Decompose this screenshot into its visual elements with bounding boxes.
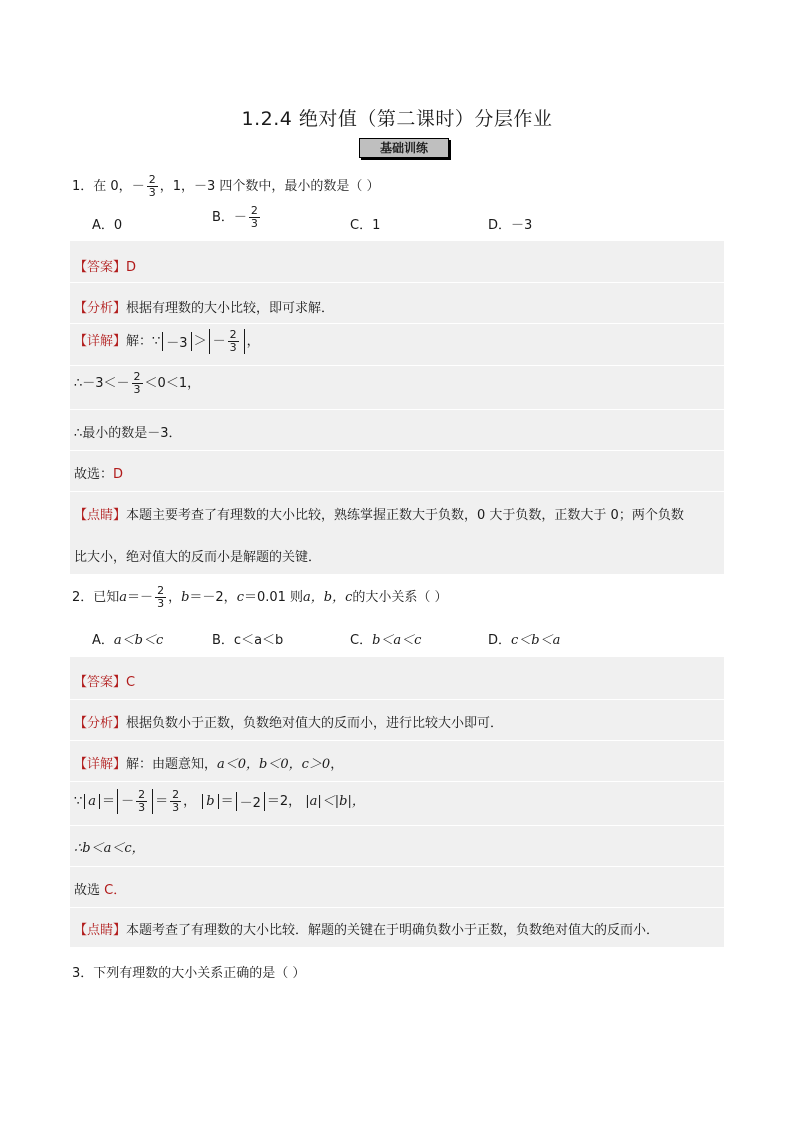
q2-step3-text: ∴b＜a＜c， <box>74 841 145 856</box>
q1-solution-panel <box>70 241 724 574</box>
q2-option-a <box>92 629 163 648</box>
divider <box>70 781 724 782</box>
q2-stem-start: 2．已知 <box>72 590 120 605</box>
q2-result-fraction <box>170 789 181 814</box>
q2-analysis-tag: 【分析】 <box>74 716 127 731</box>
q2-comment: 本题考查了有理数的大小比较．解题的关键在于明确负数小于正数，负数绝对值大的反而小． <box>126 923 660 938</box>
q2-detail-tag: 【详解】 <box>74 757 127 772</box>
q2-analysis-row <box>74 712 503 731</box>
divider <box>70 825 724 826</box>
divider <box>70 450 724 451</box>
q2-solution-panel <box>70 657 724 947</box>
q1-frac-num: 2 <box>148 173 156 186</box>
q1-option-d: D．－3 <box>488 218 533 233</box>
divider <box>70 866 724 867</box>
section-badge: 基础训练 <box>359 138 449 158</box>
q2-detail-tail: ， <box>330 757 344 772</box>
q1-step2-num: 2 <box>133 370 141 383</box>
q2-c-value: ＝0.01 则 <box>243 590 304 605</box>
question-2-stem <box>72 585 448 610</box>
q1-option-b <box>212 205 262 230</box>
q2-step3 <box>74 837 145 856</box>
divider <box>70 323 724 324</box>
q1-option-b-fraction <box>249 205 260 230</box>
q2-result-den: 3 <box>172 801 180 814</box>
divider <box>70 491 724 492</box>
q2-abs-frac-den: 3 <box>138 801 146 814</box>
q2-answer: C <box>126 675 136 690</box>
q2-option-a-math: a＜b＜c <box>113 633 164 648</box>
q2-abs-frac-num: 2 <box>138 788 146 801</box>
q1-stem-start: 1．在 0， <box>72 179 132 194</box>
q2-step2-eq2: ＝ <box>155 794 169 809</box>
q1-detail-gt: ＞ <box>193 334 207 349</box>
q2-detail-row <box>74 753 343 772</box>
q1-neg: － <box>131 179 145 194</box>
q2-comment-tag: 【点睛】 <box>74 923 127 938</box>
q1-option-c: C．1 <box>350 218 381 233</box>
q2-step2-cmp: |a|＜|b|， <box>305 794 365 809</box>
q1-abs-neg3: －3 <box>162 332 191 351</box>
q2-abs-fraction <box>136 789 147 814</box>
divider <box>70 409 724 410</box>
q1-detail-tail: ， <box>246 334 260 349</box>
q1-step2-den: 3 <box>133 383 141 396</box>
divider <box>70 282 724 283</box>
q1-frac-den: 3 <box>148 186 156 199</box>
q1-choose: D <box>113 467 124 482</box>
q1-detail-prefix: 解：∵ <box>126 334 161 349</box>
q2-step2-bres: ＝2， <box>266 794 302 809</box>
q2-abs-frac <box>117 789 153 814</box>
q2-step2-sep: ， <box>183 794 197 809</box>
q1-abs-frac-den: 3 <box>229 341 237 354</box>
q2-option-d-label: D． <box>488 633 512 648</box>
q1-option-a: A．0 <box>92 218 123 233</box>
q1-comment-row <box>74 504 684 523</box>
q1-analysis: 根据有理数的大小比较，即可求解． <box>126 301 335 316</box>
q2-answer-tag: 【答案】 <box>74 675 127 690</box>
q2-choose-prefix: 故选 <box>74 883 105 898</box>
q1-step2-row <box>74 371 200 396</box>
q2-choose: C． <box>104 883 127 898</box>
q2-step2-eq: ＝ <box>102 794 116 809</box>
q1-option-b-den: 3 <box>250 217 258 230</box>
q1-detail-tag: 【详解】 <box>74 334 127 349</box>
q2-vars: a，b，c <box>303 590 353 605</box>
q2-option-c <box>350 629 421 648</box>
q2-var-c: c <box>236 590 244 605</box>
q1-abs-frac-num: 2 <box>229 328 237 341</box>
q2-var-b: b <box>181 590 190 605</box>
q1-step3: ∴最小的数是－3． <box>74 426 182 441</box>
page-title: 1.2.4 绝对值（第二课时）分层作业 <box>241 108 553 130</box>
q1-stem-end: ，1，－3 四个数中，最小的数是（ ） <box>159 179 380 194</box>
q1-comment-line2: 比大小，绝对值大的反而小是解题的关键． <box>74 550 322 565</box>
q2-step2-bval: ＝ <box>220 794 234 809</box>
q2-frac-den: 3 <box>157 597 165 610</box>
q1-analysis-row <box>74 297 334 316</box>
q1-choose-prefix: 故选： <box>74 467 114 482</box>
q2-comment-row <box>74 919 659 938</box>
q2-option-d <box>488 629 560 648</box>
q2-eq: ＝－ <box>127 590 154 605</box>
q1-abs-frac-neg: － <box>212 334 226 349</box>
q2-result-num: 2 <box>172 788 180 801</box>
q2-option-b: B．c＜a＜b <box>212 633 284 648</box>
q1-abs-fraction <box>228 329 239 354</box>
q1-step2-fraction <box>132 371 143 396</box>
q1-choose-row <box>74 463 123 482</box>
q1-detail-row <box>74 329 260 354</box>
q1-abs-frac <box>209 329 245 354</box>
q1-option-b-num: 2 <box>250 204 258 217</box>
q1-comment-line1: 本题主要考查了有理数的大小比较，熟练掌握正数大于负数，0 大于负数，正数大于 0；两个负数 <box>126 508 684 523</box>
q1-answer-row <box>74 256 136 275</box>
q2-detail-math: a＜0，b＜0，c＞0 <box>217 757 331 772</box>
question-3-stem: 3．下列有理数的大小关系正确的是（ ） <box>72 966 306 981</box>
q1-fraction <box>147 174 158 199</box>
q1-step2-prefix: ∴－3＜－ <box>74 376 130 391</box>
q1-answer: D <box>126 260 137 275</box>
q1-answer-tag: 【答案】 <box>74 260 127 275</box>
q1-option-b-prefix: B．－ <box>212 210 247 225</box>
q2-option-a-label: A． <box>92 633 114 648</box>
q2-analysis: 根据负数小于正数，负数绝对值大的反而小，进行比较大小即可． <box>126 716 504 731</box>
q1-comment-tag: 【点睛】 <box>74 508 127 523</box>
q1-analysis-tag: 【分析】 <box>74 301 127 316</box>
q2-fraction <box>155 585 166 610</box>
divider <box>70 740 724 741</box>
q1-step2-suffix: ＜0＜1， <box>144 376 201 391</box>
q2-answer-row <box>74 671 135 690</box>
q2-detail-text: 解：由题意知， <box>126 757 218 772</box>
q2-option-c-math: b＜a＜c <box>372 633 422 648</box>
q2-abs-b: b <box>202 794 218 809</box>
question-1-stem <box>72 174 380 199</box>
q2-b-value: ＝－2， <box>189 590 237 605</box>
q2-option-d-math: c＜b＜a <box>511 633 561 648</box>
divider <box>70 365 724 366</box>
q2-comma: ， <box>168 590 182 605</box>
q2-choose-row <box>74 879 126 898</box>
divider <box>70 907 724 908</box>
q2-var-a: a <box>119 590 128 605</box>
divider <box>70 699 724 700</box>
q2-step2-row <box>74 789 365 814</box>
q2-abs-frac-neg: － <box>121 794 135 809</box>
q2-option-c-label: C． <box>350 633 373 648</box>
q2-step2-prefix: ∵ <box>74 794 83 809</box>
q2-frac-num: 2 <box>157 584 165 597</box>
q2-stem-tail: 的大小关系（ ） <box>352 590 448 605</box>
q2-abs-a: a <box>84 794 100 809</box>
q2-abs-neg2: －2 <box>236 792 265 811</box>
